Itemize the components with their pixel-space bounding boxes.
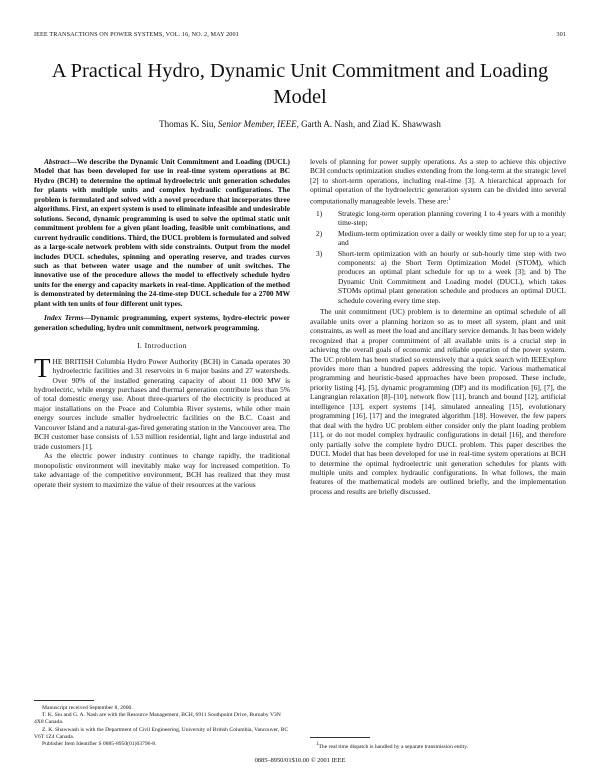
section-heading-introduction: I. Introduction xyxy=(137,341,187,351)
footnote-received: Manuscript received September 8, 2000. xyxy=(42,705,133,711)
footnote-shawwash: Z. K. Shawwash is with the Department of Civil Engineering, University of British Columbia, Vancouver, BC V6T 1Z4 Canada. xyxy=(34,726,289,740)
footnotes-left xyxy=(34,700,290,748)
list-item-number: 1) xyxy=(316,208,323,218)
footnote-identifier: Publisher Item Identifier S 0885-8950(01)03796-8. xyxy=(42,741,157,748)
author-line xyxy=(30,119,570,129)
index-terms xyxy=(34,313,290,332)
footnote-dispatch xyxy=(310,742,566,750)
abstract xyxy=(34,157,290,308)
index-terms-lead: Index Terms— xyxy=(44,313,91,323)
intro-paragraph-2: As the electric power industry continues to change rapidly, the traditional monopolistic environment will inevitably make way for increased competition. To take advantage of the competitive environment, BCH has realized that they must operate their system to maximize the value of their resources at the various xyxy=(34,451,290,489)
planning-levels-list xyxy=(310,209,566,306)
abstract-lead: Abstract— xyxy=(44,157,77,166)
list-item-text: Medium-term optimization over a daily or weekly time step for up to a year; and xyxy=(338,228,566,248)
footnote-rule xyxy=(34,700,94,701)
running-header xyxy=(34,31,566,41)
page-number: 301 xyxy=(556,31,566,38)
list-item xyxy=(316,209,566,228)
footnote-marker: 1 xyxy=(448,196,451,202)
list-item xyxy=(316,229,566,248)
list-item-number: 3) xyxy=(316,248,323,258)
left-column xyxy=(34,157,290,489)
footnote-dispatch-text: The real time dispatch is handled by a separate transmission entity. xyxy=(318,743,469,750)
author-rest: , Garth A. Nash, and Ziad K. Shawwash xyxy=(296,119,441,129)
list-item xyxy=(316,249,566,306)
author-membership: Senior Member, IEEE xyxy=(217,119,297,129)
continued-paragraph-text: levels of planning for power supply operations. As a step to achieve this objective BCH conducts optimization studies extending from the long-term at the strategic level [2] to short-term operations, including real-time [3]. A hierarchical approach for optimal operation of the hydroelectric generation system can be divided into several computationally manageable levels. These are: xyxy=(310,157,566,206)
list-item-number: 2) xyxy=(316,228,323,238)
author-first: Thomas K. Siu, xyxy=(159,119,218,129)
paper-title: A Practical Hydro, Dynamic Unit Commitment and Loading Model xyxy=(51,60,549,108)
list-item-text: Strategic long-term operation planning covering 1 to 4 years with a monthly time-step; xyxy=(338,208,566,228)
copyright-line: 0885–8950/01$10.00 © 2001 IEEE xyxy=(254,757,346,764)
footnote-rule xyxy=(310,737,370,738)
unit-commitment-paragraph: The unit commitment (UC) problem is to determine an optimal schedule of all available units over a planning horizon so as to meet all system, plant and unit constraints, as well as meet the load and ancillary service demands. It has been widely recognized that a proper commitment of all available units is a crucial step in achieving the overall goals of economic and reliable operation of the power system. The UC problem has been studied so extensively that a quick search with IEEExplore provides more than a hundred papers addressing the topic. Various mathematical programming and heuristic-based approaches have been proposed. These include, priority listing [4], [5], dynamic programming (DP) and its modification [6], [7], the Langrangian relaxation [8]–[10], network flow [11], branch and bound [12], artificial intelligence [13], expert systems [14], simulated annealing [15], evolutionary programming [16], [17] and the integrated algorithm [18]. However, the few papers that deal with the hydro UC problem either consider only the plant loading problem [11], or do not model complex hydraulic configurations in detail [16], and therefore only partially solve the complete hydro DUCL problem. This paper describes the DUCL Model that has been developed for use in real-time system operations at BCH to determine the optimal hydroelectric unit generation schedules for plants with multiple units and complex hydraulic configurations. In what follows, the main features of the mathematical models are outlined briefly, and the implementation process and results are briefly discussed. xyxy=(310,307,566,496)
right-column xyxy=(310,157,566,496)
intro-paragraph-1-text: HE BRITISH Columbia Hydro Power Authority (BCH) in Canada operates 30 hydroelectric facilities and 31 reservoirs in 6 major basins and 27 watersheds. Over 90% of the installed generating capacity of about 11 000 MW is hydroelectric, while energy purchases and thermal generation contribute less than 5% of total domestic energy use. About three-quarters of the electricity is produced at major installations on the Peace and Columbia River systems, while other main energy sources include smaller hydroelectric facilities on the B.C. Coast and Vancouver Island and a natural-gas-fired generating station in the Vancouver area. The BCH customer base consists of 1.53 million residential, light and large industrial and trade customers [1]. xyxy=(34,356,290,451)
footnote-right xyxy=(310,737,566,750)
abstract-text: We describe the Dynamic Unit Commitment and Loading (DUCL) Model that has been developed for use in real-time system operations at BC Hydro (BCH) to determine the optimal hydroelectric unit generation schedules for plants with multiple units and complex hydraulic configurations. The problem is formulated and solved with a novel procedure that incorporates three algorithms. First, an expert system is used to eliminate infeasible and undesirable solutions. Second, dynamic programming is used to solve the optimal static unit commitment problem for a given plant loading, feasible unit combinations, and current hydraulic conditions. Third, the DUCL problem is formulated and solved as a large-scale network problem with side constraints. Output from the model includes DUCL schedules, spinning and operating reserve, and trades curves such as that between water usage and the number of unit switches. The innovative use of the procedure allows the model to effectively schedule hydro units for the energy and capacity markets in real-time. Application of the method is demonstrated by determining the 24-time-step DUCL schedule for a 2700 MW plant with ten units of four different unit types. xyxy=(34,157,290,308)
drop-cap: T xyxy=(34,352,51,383)
index-terms-text: Dynamic programming, expert systems, hydro-electric power generation scheduling, hydro unit commitment, network programming. xyxy=(34,313,290,332)
journal-info: IEEE TRANSACTIONS ON POWER SYSTEMS, VOL. 16, NO. 2, MAY 2001 xyxy=(34,31,239,38)
footnote-siu-nash: T. K. Siu and G. A. Nash are with the Resource Management, BCH, 6911 Southpoint Drive, Burnaby V3N 4X8 Canada. xyxy=(34,712,281,726)
intro-paragraph-1 xyxy=(34,352,290,452)
continued-paragraph xyxy=(310,157,566,206)
footnote-number: 1 xyxy=(316,742,319,747)
list-item-text: Short-term optimization with an hourly or sub-hourly time step with two components: a) the Short Term Optimization Model (STOM), which produces an optimal plant schedule for up to a week [3]; and b) The Dynamic Unit Commitment and Loading model (DUCL), which takes STOMs optimal plant generation schedule and produces an optimal DUCL schedule covering every time step. xyxy=(338,248,566,305)
